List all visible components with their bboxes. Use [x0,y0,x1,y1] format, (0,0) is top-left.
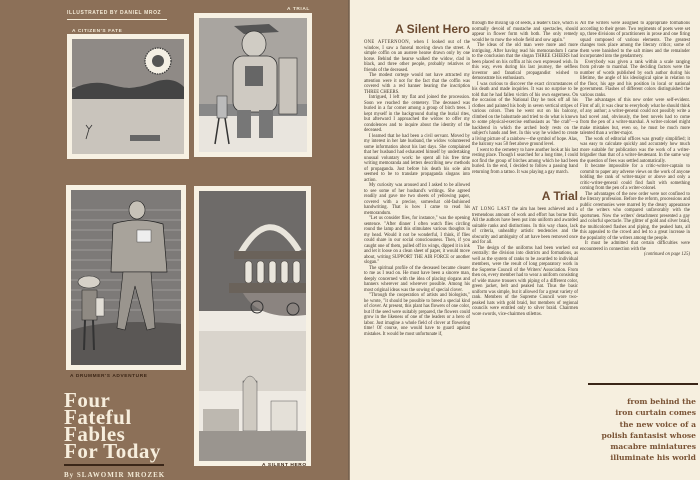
text-column-1 [364,19,470,337]
pull-quote-line: macabre miniatures [610,442,696,452]
illustration-citizens-fate [67,34,189,159]
text-column-3 [580,21,690,258]
pull-quote [588,396,696,464]
paragraph-text: It must be admitted that certain difficulties were encountered in connection with the [580,241,690,252]
credit-divider [67,19,167,20]
paragraph: The modest cortege would not have attracted my attention were it not for the fact that the coffin was covered with a red banner bearing the inscription THREE CHEERS. [364,73,470,95]
lead-in: ONE AFTERNOON, [364,40,411,45]
pull-quote-line: from behind the [627,397,696,406]
caption-drummers-adventure: A DRUMMER'S ADVENTURE [70,374,148,379]
paragraph-text: the aim has been achieved and a tremendous amount of work and effort has borne fruit. All the authors have been put into uniform and awarded suitable ranks and distinctions. In this way chaos, lack of criteria, unhealthy artistic tendencies and the obscurity and ambiguity of art have been removed once and for all. [472,207,578,245]
pull-quote-line: iron curtain comes [615,408,696,418]
heading-trial: A Trial [541,189,578,203]
paragraph: The design of the uniforms had been worked out centrally: the division into districts and formations, as well as the system of ranks to be awarded to individual members, were the result of long preparatory work in the Supreme Council of the Writers' Association. From then on, every member had to wear a uniform consisting of wide mauve trousers with piping of a different color, green jacket, belt and peaked hat. Thus the basic uniform was simple, but it allowed for a great variety of rank. Members of the Supreme Council wore two-peaked hats with gold braid, but members of regional councils were entitled only to silver braid. Chairmen wore swords, vice-chairmen stilettos. [472,245,578,317]
paragraph: Intrigued, I left my flat and joined the procession. Soon we reached the cemetery. The deceased was buried in a far corner among a group of birch trees. I kept myself in the background during the burial rites, but afterward I approached the widow to offer my condolences and to inquire about the identity of the deceased. [364,95,470,133]
paragraph: It became impossible for a critic-writer-captain to commit to paper any adverse views on the work of anyone holding the rank of writer-major or above and only a critic-writer-general could find fault with something coming from the pen of a writer-colonel. [580,164,690,191]
article-title [64,388,174,463]
paragraph-text: when I looked out of the window, I saw a funeral moving down the street. A simple coffin on an austere hearse drawn only by one horse. Behind the hearse walked the widow, clad in black, and three other people, probably relatives or friends of the deceased. [364,40,470,73]
paragraph [472,207,578,246]
illustration-drummers-adventure [66,185,186,370]
paragraph [580,241,690,257]
lead-in: AT LONG LAST [472,207,511,212]
title-line-2: Fables [64,422,126,446]
paragraph: I learned that he had been a civil servant. Moved by my interest in her late husband, the widow volunteered some information about his last days. She complained that her husband had exhausted himself by undertaking unusual voluntary work: he spent all his free time writing memoranda and letters describing new methods of propaganda. Just before his death his sole aim seemed to be to translate propaganda slogans into action. [364,133,470,183]
paragraph: I was curious to discover the exact circumstances of his death and made inquiries. It was no surprise to be told that he had fallen victim of his own eagerness. On the occasion of the National Day he took off all his clothes and painted his body in seven vertical stripes of various colors. Then he went out on his balcony, climbed on the balustrade and tried to do what is known to some physical-exercise enthusiasts as "the crab"—a backbend in which the arched body rests on the subject's hands and feet. In this way he wished to create a living picture of a rainbow—the symbol of hope. Alas, the balcony was 50 feet above ground level. [472,81,578,147]
paragraph: through the mixing up of seeds, a leader's face, which is normally devoid of mustache and spectacles, should appear in flower form with both. The only remedy would be to mow the whole field and sow again." [472,21,578,43]
paragraph [364,40,470,73]
caption-citizens-fate: A CITIZEN'S FATE [72,29,123,34]
pull-quote-line: the new voice of a [619,419,696,429]
paragraph: The spiritual profile of the deceased became clearer to me as I read on. He must have been a sincere man, deeply concerned with the idea of placing slogans and banners wherever and wherever possible. Among his most original ideas was the sowing of special clover. [364,265,470,293]
pull-quote-divider [588,383,698,385]
article-title-block [64,388,174,479]
heading-silent-hero: A Silent Hero [395,22,470,36]
caption-silent-hero: A SILENT HERO [262,463,307,468]
paragraph: "Let us consider flies, for instance," was the opening sentence. "After dinner I often watch flies circling round the lamp and this stimulates various thoughts in my head. Would it not be wonderful, I think, if flies could share in our social consciousness. Then, if you caught one of them, pulled off its wings, dipped it in ink and let it loose on a clean sheet of paper, it would move about, writing SUPPORT THE AIR FORCE or another slogan." [364,216,470,265]
illustration-trial [194,13,312,157]
author-byline: By SLAWOMIR MROZEK [64,471,166,479]
paragraph: The ideas of the old man were more and more intriguing. After having read his memorandum I came to the conclusion that the slogan THREE CHEERS had been placed on his coffin at his own expressed wish. In this way, even during his last journey, the selfless inventor and fanatical propagandist wished to demonstrate his enthusiasm. [472,43,578,81]
text-column-2 [472,21,578,317]
title-divider [64,464,164,466]
illustrator-credit: ILLUSTRATED BY DANIEL MROZ [67,10,162,16]
paragraph: The advantages of this new order were self-evident. First of all, it was clear to everybody what he should think of any author; a writer-general could not possibly write a bad novel and, obviously, the best novels had to come from the pen of a writer-marshal. A writer-colonel might make mistakes but, even so, he must be much more talented than a writer-major. [580,98,690,136]
title-line-1: Four Fateful [64,388,132,429]
pull-quote-line: polish fantasist whose [601,430,696,440]
pull-quote-line: illuminate his world [610,453,696,463]
paragraph: My curiosity was aroused and I asked to be allowed to see some of her husband's writings. She agreed readily and gave me two sheets of yellowing paper, covered with a precise, somewhat old-fashioned handwriting. That is how I came to read his memorandum. [364,183,470,216]
continued-link[interactable]: (continued on page 125) [644,252,690,257]
illustration-silent-hero [194,186,311,466]
title-line-3: For Today [64,439,161,463]
caption-trial: A TRIAL [287,7,310,12]
paragraph: All the writers were assigned to appropriate formations according to their genre. Two regiments of poets were set up, three divisions of practitioners in prose and one firing squad composed of various elements. The greatest changes took place among the literary critics; some of them were banished to the salt mines and the remainder incorporated into the gendarmery. [580,21,690,59]
paragraph: "Through the cooperation of artists and biologists," he wrote, "it should be possible to breed a special kind of clover. At present, this plant has flowers of one color, but if the seed were suitably prepared, the flowers could grow in the likeness of one of the leaders or a hero of labor. Just imagine a whole field of clover at flowering time! Of course, one would have to guard against mistakes. It would be most unfortunate if, [364,293,470,337]
paragraph: I went to the cemetery to have another look at his last resting place. Though I searched for a long time, I could not find the group of birches among which he had been buried. In the end, I decided to follow a passing band returning from a tattoo. It was playing a gay march. [472,147,578,175]
paragraph: The work of editorial offices was greatly simplified; it was easy to calculate quickly and accurately how much more suitable for publication was the work of a writer-brigadier than that of a writer-lieutenant. In the same way the question of fees was settled automatically. [580,136,690,164]
paragraph: The advantages of the new order were not confined to the literary profession. Before the reform, processions and public ceremonies were marred by the dreary appearance of the writers who compared unfavorably with the sportsmen. Now the writers' detachment presented a gay and colorful spectacle. The glitter of gold and silver braid, the multicolored flashes and piping, the peaked hats, all this appealed to the crowd and led to a great increase in the popularity of the writers among the people. [580,191,690,241]
paragraph: Everybody was given a rank within a scale ranging from private to marshal. The deciding factors were the number of words published by each author during his lifetime, the angle of his ideological spine in relation to the floor, his age and his position in local or national government. Flashes of different colors distinguished the various ranks. [580,59,690,98]
